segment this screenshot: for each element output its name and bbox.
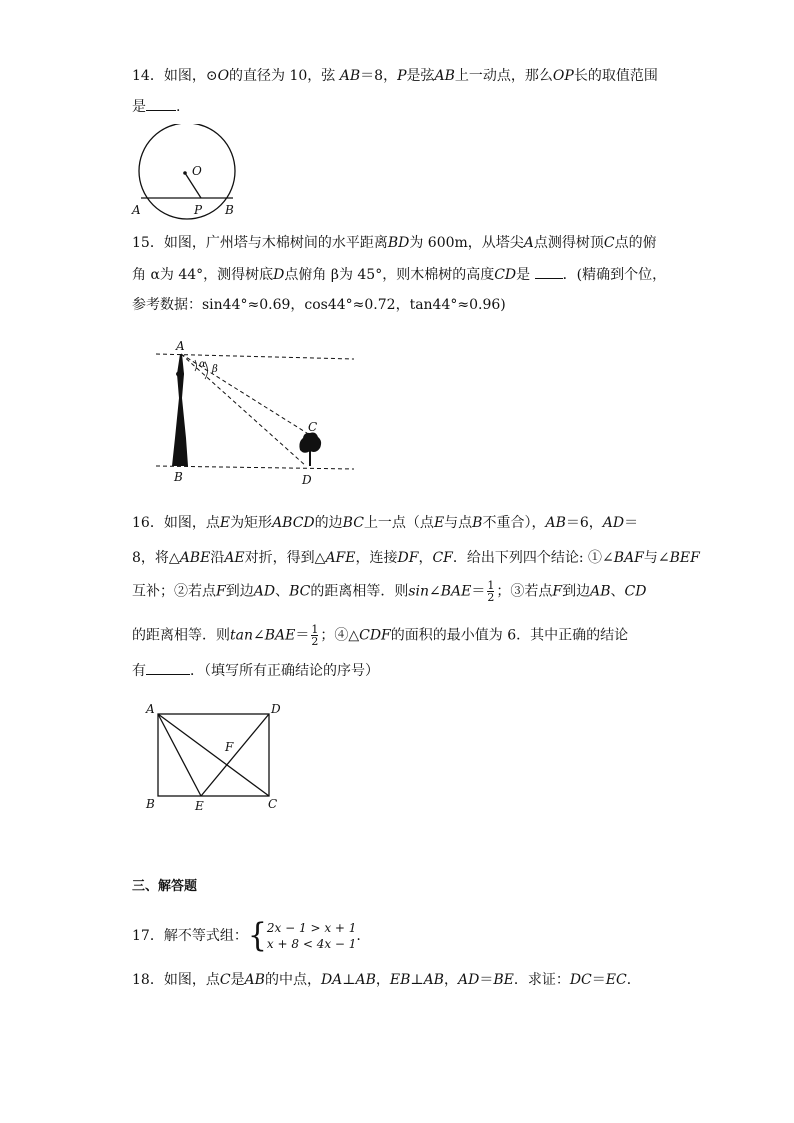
label-b: B bbox=[174, 470, 183, 484]
q16-rectangle-figure bbox=[140, 698, 290, 816]
q17-line: 17．解不等式组：{ 2x − 1 > x + 1 x + 8 < 4x − 1 . bbox=[132, 916, 361, 955]
label-b: B bbox=[225, 203, 234, 217]
segment-af bbox=[158, 714, 269, 796]
segment-ed bbox=[201, 714, 269, 796]
horizontal-line-ground bbox=[156, 466, 354, 469]
canton-tower-shape bbox=[172, 354, 188, 466]
q15-line1: 15．如图，广州塔与木棉树间的水平距离BD为 600m，从塔尖A点测得树顶C点的俯 bbox=[132, 235, 657, 251]
inequality-system: 2x − 1 > x + 1 x + 8 < 4x − 1 bbox=[266, 921, 357, 951]
answer-blank-14 bbox=[146, 96, 176, 111]
q18-line: 18．如图，点C是AB的中点，DA⊥AB，EB⊥AB，AD＝BE．求证：DC＝EC． bbox=[132, 972, 641, 988]
segment-ae bbox=[158, 714, 201, 796]
label-e: E bbox=[195, 799, 204, 813]
q16-line1: 16．如图，点E为矩形ABCD的边BC上一点（点E与点B不重合），AB＝6，AD＝ bbox=[132, 515, 639, 531]
fraction-one-half: $\frac{1}{2}$ bbox=[487, 579, 495, 604]
label-f: F bbox=[225, 740, 234, 754]
q16-line5: 有 ．（填写所有正确结论的序号） bbox=[132, 660, 379, 681]
q14-circle-figure bbox=[126, 124, 246, 220]
label-a: A bbox=[146, 702, 155, 716]
label-c: C bbox=[308, 420, 318, 434]
q15-line3: 参考数据：sin44°≈0.69，cos44°≈0.72，tan44°≈0.96) bbox=[132, 297, 506, 313]
q16-line3: 互补；②若点F到边AD、BC的距离相等．则sin∠BAE＝ $\frac{1}{2}$ ；③若点F到边AB、CD bbox=[132, 579, 647, 604]
left-brace: { bbox=[247, 916, 267, 955]
label-b: B bbox=[146, 797, 155, 811]
tree-shape bbox=[299, 433, 321, 467]
center-point bbox=[183, 171, 187, 175]
sight-line-to-d bbox=[181, 354, 306, 466]
label-d: D bbox=[271, 702, 281, 716]
q14-line1: 14．如图，⊙O的直径为 10，弦 AB＝8，P是弦AB上一动点，那么OP长的取值范围 bbox=[132, 68, 658, 84]
circle-o bbox=[139, 124, 235, 219]
q15-line2: 角 α为 44°，测得树底D点俯角 β为 45°，则木棉树的高度CD是 ．(精确到个位， bbox=[132, 264, 666, 285]
label-c: C bbox=[268, 797, 278, 811]
label-a: A bbox=[132, 203, 141, 217]
q16-line4: 的距离相等．则tan∠BAE＝ $\frac{1}{2}$ ；④△CDF的面积的最小值为 6．其中正确的结论 bbox=[132, 623, 629, 648]
label-d: D bbox=[302, 473, 312, 487]
section-heading: 三、解答题 bbox=[132, 879, 198, 894]
label-alpha: α bbox=[199, 359, 206, 370]
q16-line2: 8，将△ABE沿AE对折，得到△AFE，连接DF，CF．给出下列四个结论: ①∠BAF与∠BEF bbox=[132, 550, 700, 566]
label-o: O bbox=[192, 164, 202, 178]
horizontal-line-top bbox=[156, 354, 354, 359]
answer-blank-16 bbox=[146, 660, 190, 675]
label-p: P bbox=[194, 203, 203, 217]
q15-tower-figure bbox=[150, 338, 360, 488]
label-beta: β bbox=[212, 364, 218, 375]
q14-line2: 是 . bbox=[132, 96, 180, 117]
q14-number: 14． bbox=[132, 68, 164, 84]
fraction-one-half: $\frac{1}{2}$ bbox=[311, 623, 319, 648]
answer-blank-15 bbox=[535, 264, 563, 279]
label-a: A bbox=[176, 339, 185, 353]
